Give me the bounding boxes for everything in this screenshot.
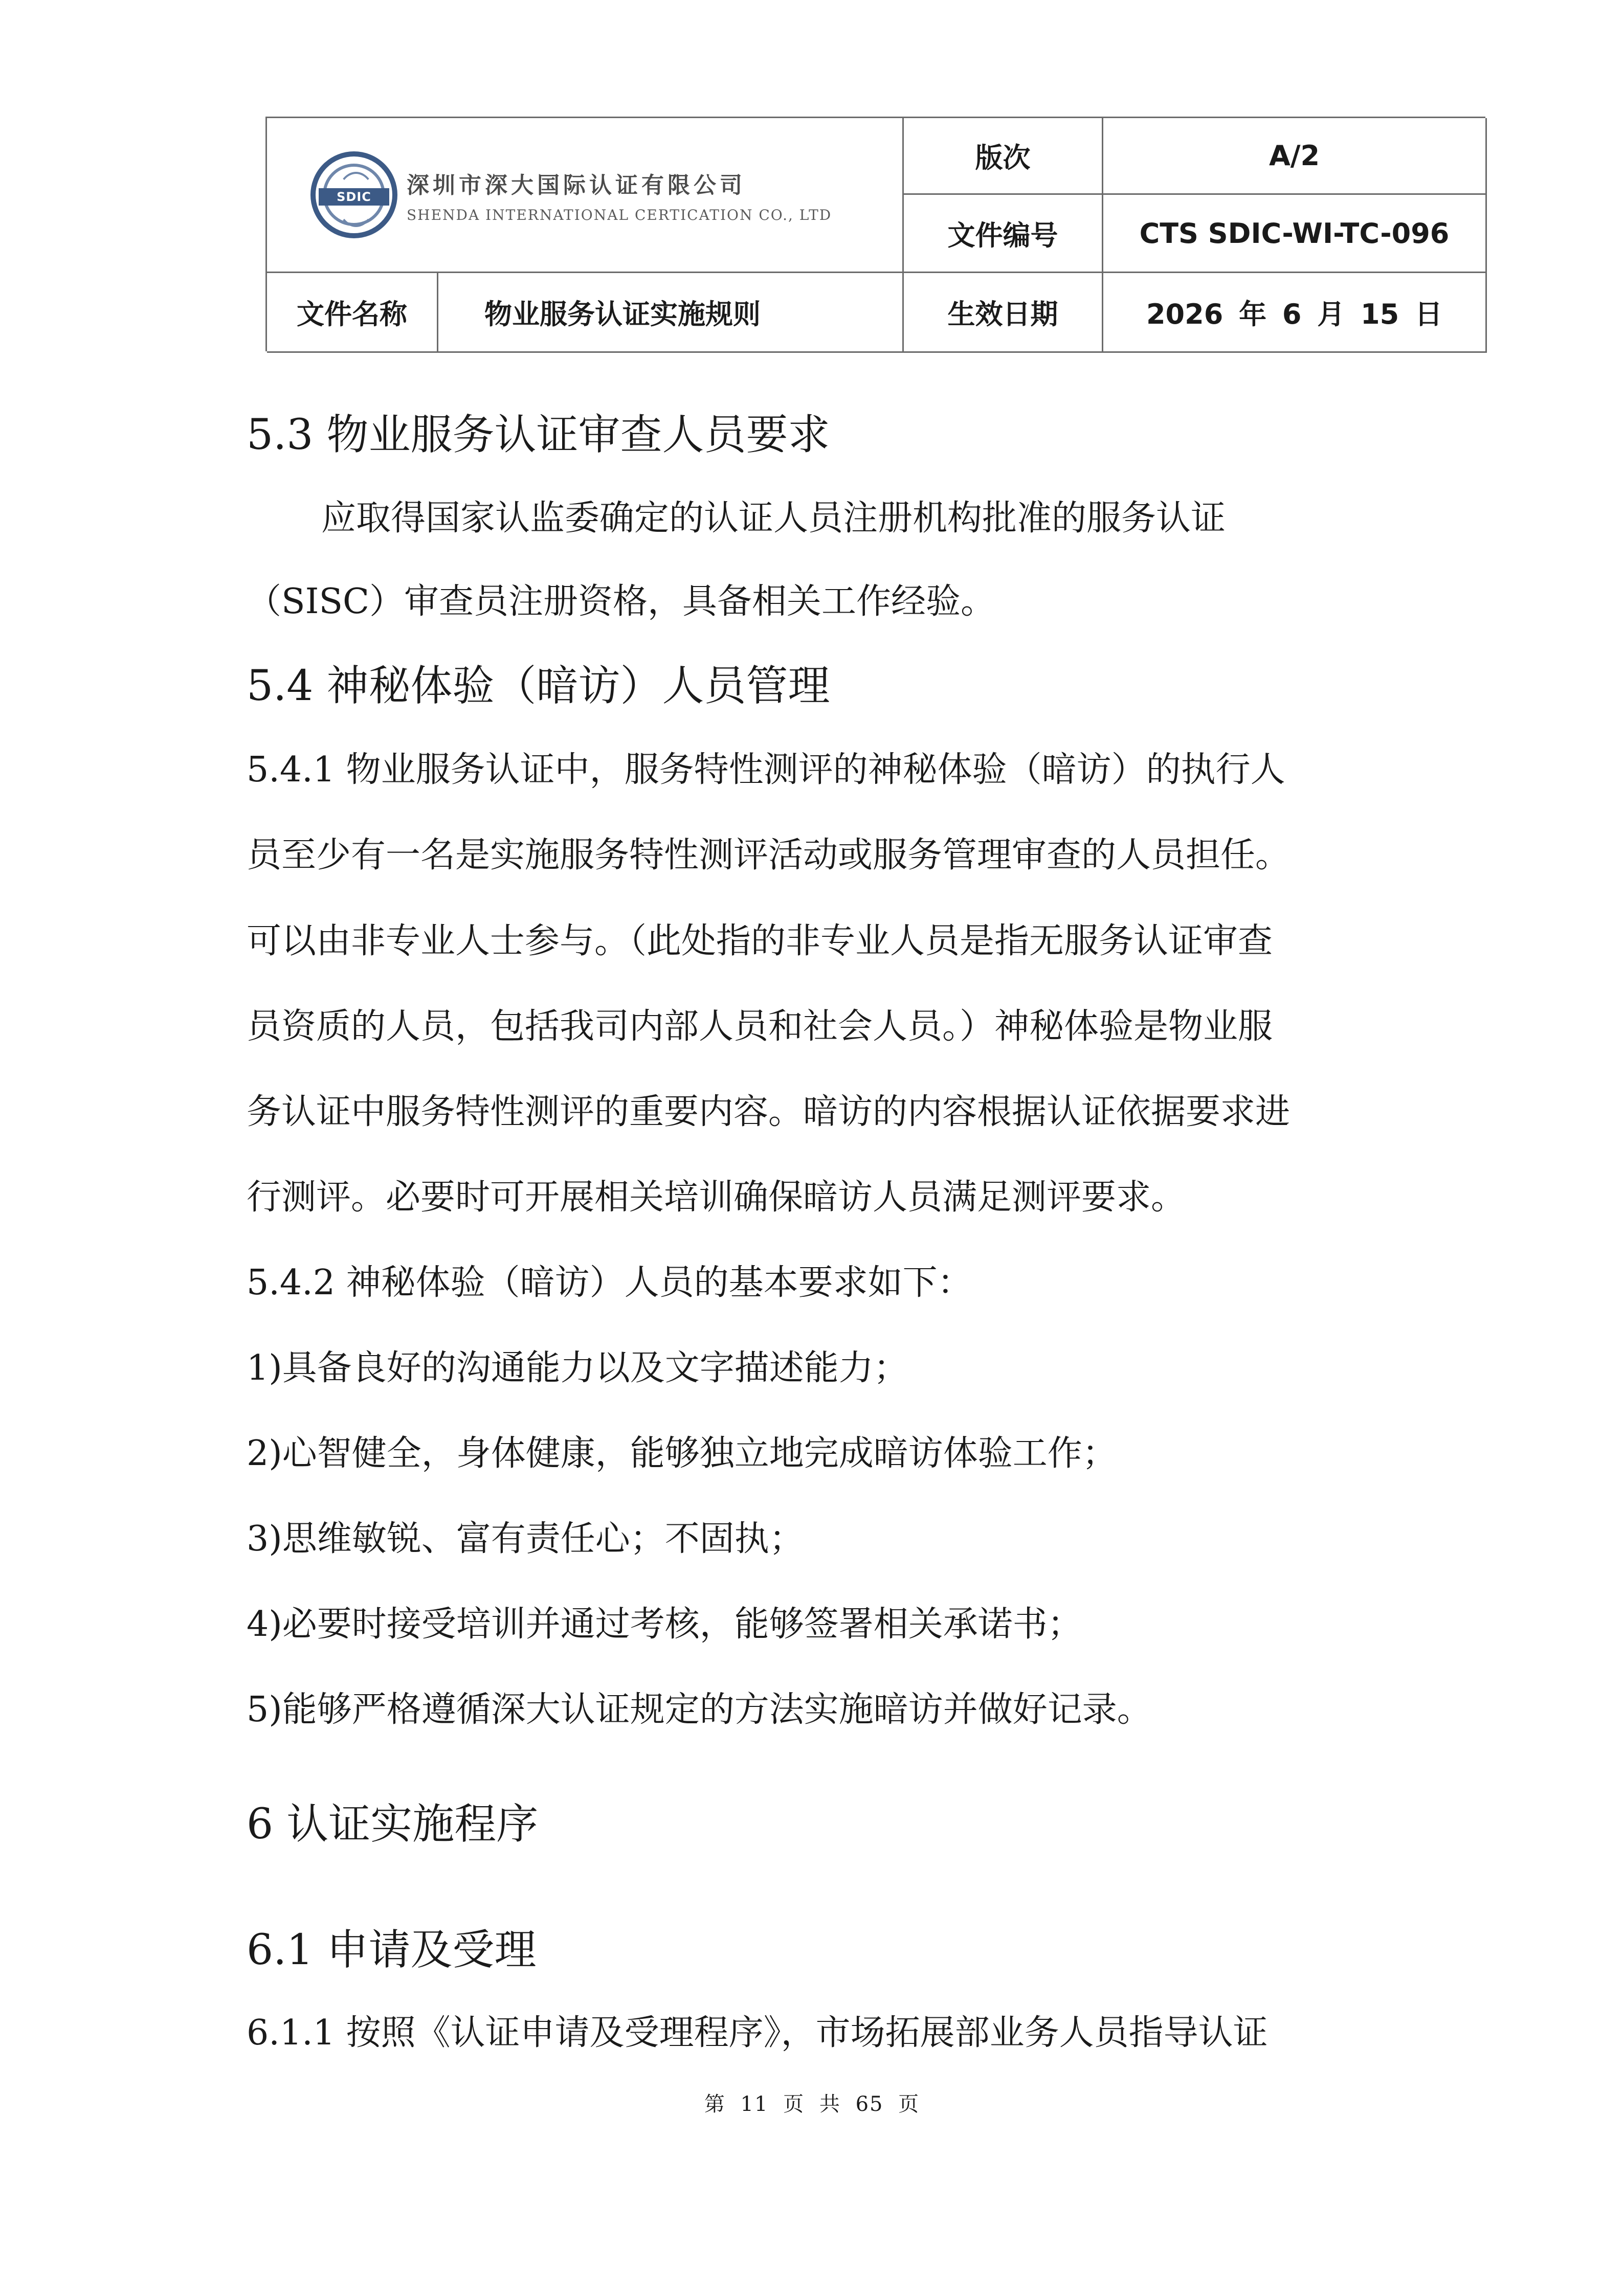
effective-date-label: 生效日期 bbox=[904, 273, 1103, 353]
paragraph-line: 应取得国家认监委确定的认证人员注册机构批准的服务认证 bbox=[321, 498, 1226, 538]
paragraph-line: 员资质的人员，包括我司内部人员和社会人员。）神秘体验是物业服 bbox=[247, 1006, 1273, 1047]
section-heading: 5.4 神秘体验（暗访）人员管理 bbox=[247, 662, 830, 710]
company-logo-cell bbox=[267, 118, 904, 273]
list-item: 1)具备良好的沟通能力以及文字描述能力； bbox=[247, 1348, 908, 1388]
chapter-heading: 6 认证实施程序 bbox=[247, 1800, 539, 1849]
list-item: 2)心智健全，身体健康，能够独立地完成暗访体验工作； bbox=[247, 1433, 1117, 1474]
paragraph-line: （SISC）审查员注册资格，具备相关工作经验。 bbox=[247, 581, 996, 622]
company-name-en: SHENDA INTERNATIONAL CERTICATION CO., LTD bbox=[407, 206, 832, 223]
paragraph-line: 行测评。必要时可开展相关培训确保暗访人员满足测评要求。 bbox=[247, 1177, 1186, 1218]
section-heading: 5.3 物业服务认证审查人员要求 bbox=[247, 411, 830, 459]
paragraph-line: 可以由非专业人士参与。（此处指的非专业人员是指无服务认证审查 bbox=[247, 921, 1273, 961]
list-item: 3)思维敏锐、富有责任心；不固执； bbox=[247, 1519, 804, 1559]
logo-band: SDIC bbox=[319, 188, 389, 206]
document-header-table bbox=[265, 117, 1485, 351]
doc-name-label: 文件名称 bbox=[267, 273, 438, 353]
version-label: 版次 bbox=[904, 118, 1103, 195]
paragraph-line: 员至少有一名是实施服务特性测评活动或服务管理审查的人员担任。 bbox=[247, 835, 1291, 875]
company-logo-icon bbox=[310, 151, 397, 238]
docno-value: CTS SDIC-WI-TC-096 bbox=[1103, 195, 1487, 273]
list-item: 5)能够严格遵循深大认证规定的方法实施暗访并做好记录。 bbox=[247, 1690, 1152, 1730]
paragraph-line: 5.4.2 神秘体验（暗访）人员的基本要求如下： bbox=[247, 1263, 972, 1303]
effective-date-value: 2026 年 6 月 15 日 bbox=[1103, 273, 1487, 353]
version-value: A/2 bbox=[1103, 118, 1487, 195]
paragraph-line: 6.1.1 按照《认证申请及受理程序》，市场拓展部业务人员指导认证 bbox=[247, 2013, 1268, 2053]
paragraph-line: 5.4.1 物业服务认证中，服务特性测评的神秘体验（暗访）的执行人 bbox=[247, 750, 1285, 790]
doc-name-value: 物业服务认证实施规则 bbox=[438, 273, 904, 353]
page-number: 第 11 页 共 65 页 bbox=[704, 2092, 920, 2116]
list-item: 4)必要时接受培训并通过考核，能够签署相关承诺书； bbox=[247, 1604, 1082, 1645]
company-name-cn: 深圳市深大国际认证有限公司 bbox=[407, 172, 746, 198]
paragraph-line: 务认证中服务特性测评的重要内容。暗访的内容根据认证依据要求进 bbox=[247, 1092, 1291, 1132]
section-heading: 6.1 申请及受理 bbox=[247, 1926, 537, 1974]
docno-label: 文件编号 bbox=[904, 195, 1103, 273]
